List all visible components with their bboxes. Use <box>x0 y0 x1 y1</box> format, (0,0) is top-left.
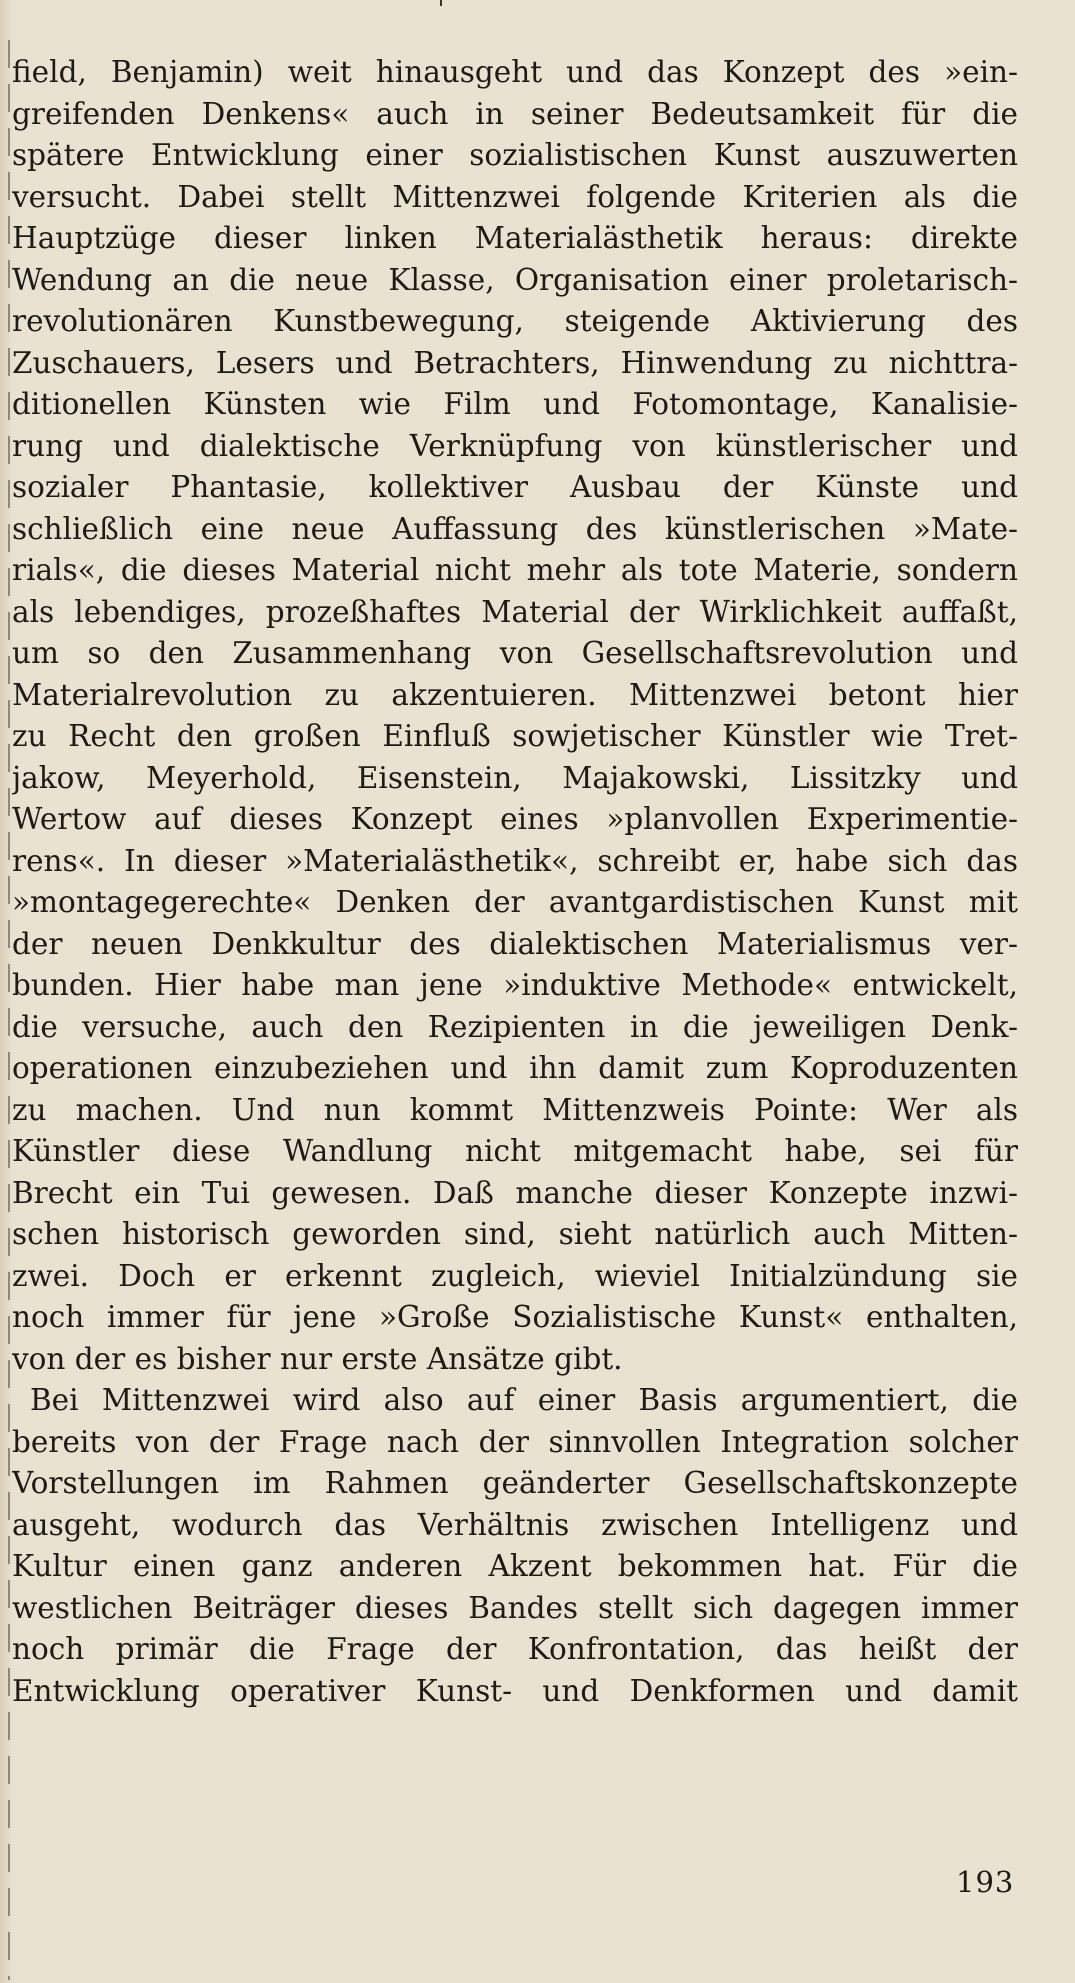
text-line: rung und dialektische Verknüpfung von künstlerischer und <box>12 428 1018 463</box>
text-line: noch immer für jene »Große Sozialistische Kunst« enthalten, <box>12 1300 1018 1334</box>
text-line: zwei. Doch er erkennt zugleich, wieviel Initialzündung sie <box>12 1258 1018 1293</box>
text-line: spätere Entwicklung einer sozialistischen Kunst auszuwerten <box>12 138 1018 172</box>
text-line: Materialrevolution zu akzentuieren. Mittenzwei betont hier <box>12 677 1018 712</box>
paragraph-end-line: von der es bisher nur erste Ansätze gibt. <box>12 1341 623 1376</box>
text-line: der neuen Denkkultur des dialektischen Materialismus ver- <box>12 926 1018 961</box>
text-line: ausgeht, wodurch das Verhältnis zwischen Intelligenz und <box>12 1507 1018 1542</box>
text-line: Hauptzüge dieser linken Materialästhetik heraus: direkte <box>12 221 1018 255</box>
gutter-shadow <box>8 40 10 1980</box>
text-line: die versuche, auch den Rezipienten in die jeweiligen Denk- <box>12 1009 1018 1044</box>
top-mark <box>440 0 442 6</box>
text-line: jakow, Meyerhold, Eisenstein, Majakowski, Lissitzky und <box>12 760 1018 795</box>
text-line: Entwicklung operativer Kunst- und Denkformen und damit <box>12 1673 1018 1708</box>
paragraph-start-line: Bei Mittenzwei wird also auf einer Basis argumentiert, die <box>30 1383 1018 1417</box>
text-line: als lebendiges, prozeßhaftes Material der Wirklichkeit auffaßt, <box>12 594 1018 629</box>
text-line: field, Benjamin) weit hinausgeht und das Konzept des »ein- <box>12 55 1018 89</box>
text-line: revolutionären Kunstbewegung, steigende Aktivierung des <box>12 304 1018 338</box>
text-line: ditionellen Künsten wie Film und Fotomontage, Kanalisie- <box>12 387 1018 421</box>
text-line: noch primär die Frage der Konfrontation, das heißt der <box>12 1632 1018 1666</box>
text-line: westlichen Beiträger dieses Bandes stellt sich dagegen immer <box>12 1590 1018 1625</box>
text-line: sozialer Phantasie, kollektiver Ausbau der Künste und <box>12 470 1018 504</box>
text-line: zu Recht den großen Einfluß sowjetischer Künstler wie Tret- <box>12 719 1018 753</box>
text-line: rials«, die dieses Material nicht mehr als tote Materie, sondern <box>12 553 1018 587</box>
text-line: Künstler diese Wandlung nicht mitgemacht habe, sei für <box>12 1134 1018 1168</box>
text-line: rens«. In dieser »Materialästhetik«, schreibt er, habe sich das <box>12 843 1018 878</box>
text-line: schen historisch geworden sind, sieht natürlich auch Mitten- <box>12 1217 1018 1251</box>
text-line: Vorstellungen im Rahmen geänderter Gesellschaftskonzepte <box>12 1466 1018 1500</box>
text-line: Wertow auf dieses Konzept eines »planvollen Experimentie- <box>12 802 1018 836</box>
text-line: versucht. Dabei stellt Mittenzwei folgende Kriterien als die <box>12 179 1018 214</box>
page-number: 193 <box>956 1865 1015 1899</box>
body-text <box>12 52 1018 1712</box>
text-line: bunden. Hier habe man jene »induktive Methode« entwickelt, <box>12 968 1018 1002</box>
text-line: »montagegerechte« Denken der avantgardistischen Kunst mit <box>12 885 1018 919</box>
text-line: Brecht ein Tui gewesen. Daß manche dieser Konzepte inzwi- <box>12 1175 1018 1210</box>
text-line: bereits von der Frage nach der sinnvollen Integration solcher <box>12 1424 1018 1459</box>
text-line: schließlich eine neue Auffassung des künstlerischen »Mate- <box>12 511 1018 546</box>
text-line: greifenden Denkens« auch in seiner Bedeutsamkeit für die <box>12 96 1018 131</box>
text-line: operationen einzubeziehen und ihn damit zum Koproduzenten <box>12 1051 1018 1085</box>
text-line: Zuschauers, Lesers und Betrachters, Hinwendung zu nichttra- <box>12 345 1018 380</box>
text-line: um so den Zusammenhang von Gesellschaftsrevolution und <box>12 636 1018 670</box>
text-line: zu machen. Und nun kommt Mittenzweis Pointe: Wer als <box>12 1092 1018 1127</box>
text-line: Wendung an die neue Klasse, Organisation einer proletarisch- <box>12 262 1018 297</box>
text-line: Kultur einen ganz anderen Akzent bekommen hat. Für die <box>12 1549 1018 1583</box>
